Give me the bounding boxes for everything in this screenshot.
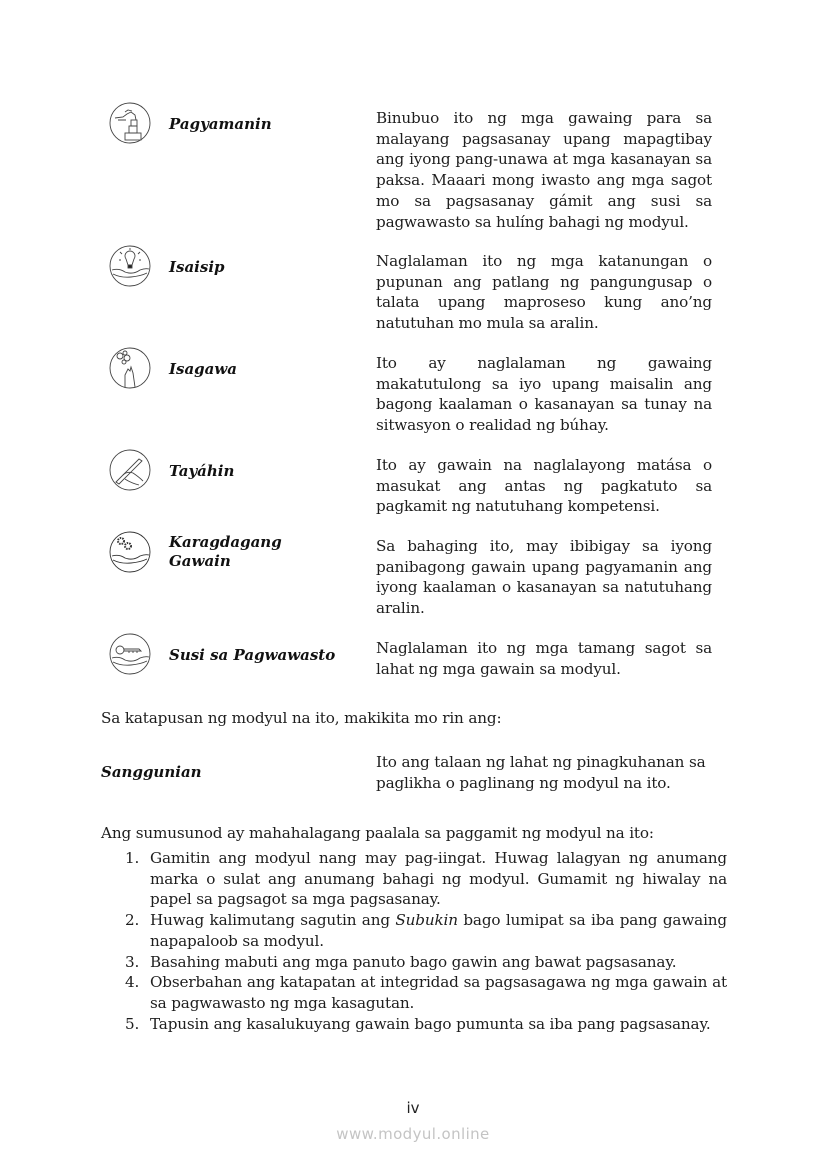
section-description-isaisip: Naglalaman ito ng mga katanungan o pupunan ang patlang ng pangungusap o talata upang maproseso kung ano’ng natutuhan mo mula sa aralin. <box>376 252 712 333</box>
end-of-module-intro: Sa katapusan ng modyul na ito, makikita mo rin ang: <box>101 709 502 727</box>
hand-pencil-icon <box>109 449 151 491</box>
reminder-item: 2. Huwag kalimutang sagutin ang Subukin bago lumipat sa iba pang gawaing napapaloob sa modyul. <box>125 911 727 950</box>
page-number: iv <box>406 1099 420 1117</box>
hand-gears-icon <box>109 347 151 389</box>
lightbulb-hand-icon <box>109 245 151 287</box>
subukin-emphasis: Subukin <box>395 911 458 930</box>
section-term-karagdagang-gawain <box>169 533 282 571</box>
section-term-tayahin: Tayáhin <box>169 462 235 480</box>
sanggunian-term: Sanggunian <box>101 763 202 781</box>
sanggunian-line-2: paglikha o paglinang ng modyul na ito. <box>376 773 671 792</box>
section-term-isaisip: Isaisip <box>169 258 225 276</box>
reminder-item: 4. Obserbahan ang katapatan at integridad sa pagsasagawa ng mga gawain at sa pagwawasto ng mga kasagutan. <box>125 973 727 1012</box>
sanggunian-description <box>376 752 712 793</box>
section-term-isagawa: Isagawa <box>169 360 238 378</box>
gears-hand-icon <box>109 531 151 573</box>
reminder-item: 5. Tapusin ang kasalukuyang gawain bago pumunta sa iba pang pagsasanay. <box>125 1014 711 1033</box>
section-term-pagyamanin: Pagyamanin <box>169 115 272 133</box>
section-description-isagawa: Ito ay naglalaman ng gawaing makatutulong sa iyo upang maisalin ang bagong kaalaman o kasanayan sa tunay na sitwasyon o realidad ng búhay. <box>376 354 712 435</box>
key-hand-icon <box>109 633 151 675</box>
reminder-item: 1. Gamitin ang modyul nang may pag-iingat. Huwag lalagyan ng anumang marka o sulat ang anumang bahagi ng modyul. Gumamit ng hiwalay na papel sa pagsagot sa mga pagsasanay. <box>125 849 727 909</box>
term-line-2: Gawain <box>169 552 231 570</box>
reminders-intro: Ang sumusunod ay mahahalagang paalala sa paggamit ng modyul na ito: <box>101 824 654 842</box>
reminders-list <box>101 848 727 1034</box>
reminder-item: 3. Basahing mabuti ang mga panuto bago gawin ang bawat pagsasanay. <box>125 952 677 971</box>
section-term-susi-sa-pagwawasto: Susi sa Pagwawasto <box>169 646 336 664</box>
section-description-tayahin: Ito ay gawain na naglalayong matása o masukat ang antas ng pagkatuto sa pagkamit ng natutuhang kompetensi. <box>376 456 712 516</box>
website-watermark[interactable]: www.modyul.online <box>336 1125 490 1143</box>
term-line-1: Karagdagang <box>169 533 282 551</box>
section-description-karagdagang-gawain: Sa bahaging ito, may ibibigay sa iyong panibagong gawain upang pagyamanin ang iyong kaalaman o kasanayan sa natutuhang aralin. <box>376 537 712 618</box>
section-description-pagyamanin: Binubuo ito ng mga gawaing para sa malayang pagsasanay upang mapagtibay ang iyong pang-unawa at mga kasanayan sa paksa. Maaari mong iwasto ang mga sagot mo sa pagsasanay gámit ang susi sa pagwawasto sa hulíng bahagi ng modyul. <box>376 109 712 231</box>
sanggunian-line-1: Ito ang talaan ng lahat ng pinagkuhanan sa <box>376 753 706 771</box>
section-description-susi-sa-pagwawasto: Naglalaman ito ng mga tamang sagot sa lahat ng mga gawain sa modyul. <box>376 639 712 678</box>
hands-building-blocks-icon <box>109 102 151 144</box>
